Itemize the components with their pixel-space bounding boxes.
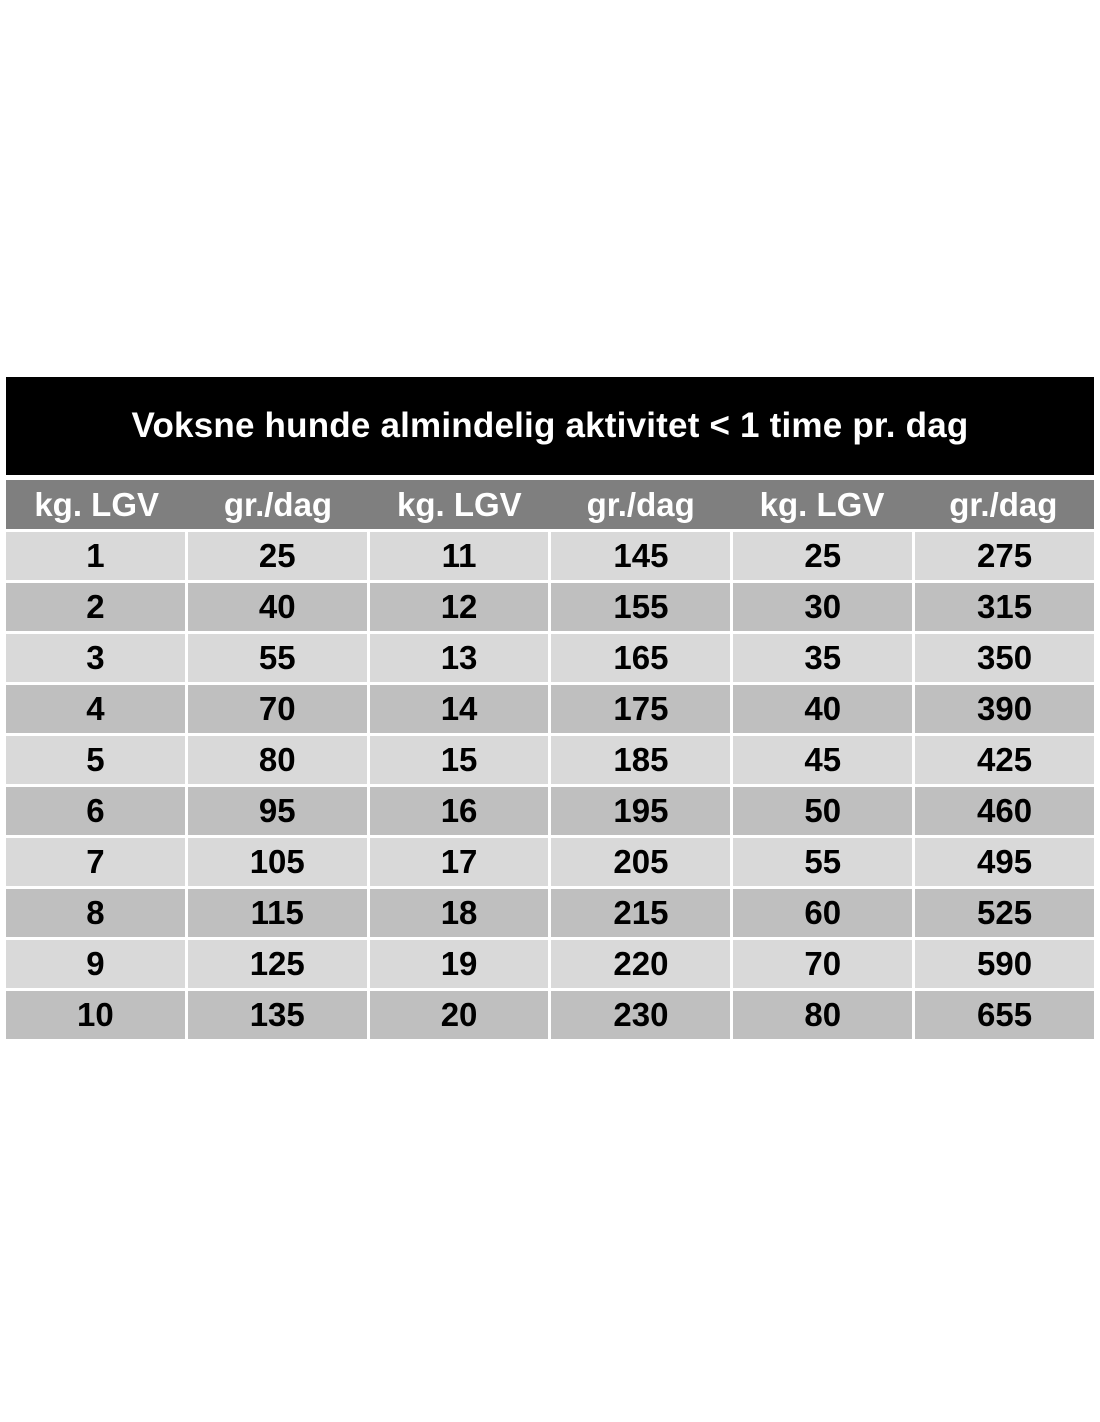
grams-cell: 25 — [188, 532, 367, 580]
weight-cell: 19 — [370, 940, 549, 988]
header-grams-col-3: gr./dag — [949, 485, 1058, 523]
weight-cell: 8 — [6, 889, 185, 937]
grams-cell: 105 — [188, 838, 367, 886]
grams-cell: 315 — [915, 583, 1094, 631]
weight-cell: 16 — [370, 787, 549, 835]
weight-cell: 45 — [733, 736, 912, 784]
weight-cell: 6 — [6, 787, 185, 835]
grams-cell: 165 — [551, 634, 730, 682]
weight-cell: 30 — [733, 583, 912, 631]
table-row — [6, 889, 1094, 937]
weight-cell: 2 — [6, 583, 185, 631]
weight-cell: 18 — [370, 889, 549, 937]
weight-cell: 15 — [370, 736, 549, 784]
table-body — [6, 529, 1094, 1039]
weight-cell: 5 — [6, 736, 185, 784]
header-grams-col-1: gr./dag — [223, 485, 333, 523]
weight-cell: 20 — [370, 991, 549, 1039]
grams-cell: 215 — [551, 889, 730, 937]
grams-cell: 425 — [915, 736, 1094, 784]
grams-cell: 80 — [188, 736, 367, 784]
weight-cell: 60 — [733, 889, 912, 937]
weight-cell: 17 — [370, 838, 549, 886]
table-row — [6, 685, 1094, 733]
weight-cell: 1 — [6, 532, 185, 580]
grams-cell: 195 — [551, 787, 730, 835]
weight-cell: 35 — [733, 634, 912, 682]
grams-cell: 220 — [551, 940, 730, 988]
grams-cell: 590 — [915, 940, 1094, 988]
grams-cell: 205 — [551, 838, 730, 886]
weight-cell: 14 — [370, 685, 549, 733]
weight-cell: 11 — [370, 532, 549, 580]
table-title: Voksne hunde almindelig aktivitet < 1 time pr. dag — [6, 377, 1094, 475]
table-row — [6, 532, 1094, 580]
table-row — [6, 787, 1094, 835]
grams-cell: 135 — [188, 991, 367, 1039]
grams-cell: 525 — [915, 889, 1094, 937]
header-weight-col-2: kg. LGV — [396, 485, 522, 523]
grams-cell: 460 — [915, 787, 1094, 835]
grams-cell: 175 — [551, 685, 730, 733]
table-row — [6, 991, 1094, 1039]
weight-cell: 70 — [733, 940, 912, 988]
weight-cell: 12 — [370, 583, 549, 631]
grams-cell: 40 — [188, 583, 367, 631]
weight-cell: 80 — [733, 991, 912, 1039]
weight-cell: 55 — [733, 838, 912, 886]
grams-cell: 55 — [188, 634, 367, 682]
weight-cell: 50 — [733, 787, 912, 835]
table-header-row — [6, 480, 1094, 529]
weight-cell: 25 — [733, 532, 912, 580]
table-row — [6, 736, 1094, 784]
weight-cell: 3 — [6, 634, 185, 682]
grams-cell: 495 — [915, 838, 1094, 886]
grams-cell: 185 — [551, 736, 730, 784]
weight-cell: 13 — [370, 634, 549, 682]
table-row — [6, 838, 1094, 886]
weight-cell: 40 — [733, 685, 912, 733]
table-row — [6, 583, 1094, 631]
weight-cell: 7 — [6, 838, 185, 886]
grams-cell: 155 — [551, 583, 730, 631]
header-weight-col-3: kg. LGV — [759, 485, 885, 523]
grams-cell: 275 — [915, 532, 1094, 580]
weight-cell: 9 — [6, 940, 185, 988]
header-weight-col-1: kg. LGV — [34, 485, 159, 523]
grams-cell: 125 — [188, 940, 367, 988]
grams-cell: 145 — [551, 532, 730, 580]
feeding-table — [6, 377, 1094, 1039]
grams-cell: 655 — [915, 991, 1094, 1039]
grams-cell: 390 — [915, 685, 1094, 733]
table-row — [6, 634, 1094, 682]
header-grams-col-2: gr./dag — [586, 485, 695, 523]
grams-cell: 95 — [188, 787, 367, 835]
weight-cell: 10 — [6, 991, 185, 1039]
grams-cell: 350 — [915, 634, 1094, 682]
weight-cell: 4 — [6, 685, 185, 733]
grams-cell: 70 — [188, 685, 367, 733]
table-row — [6, 940, 1094, 988]
grams-cell: 230 — [551, 991, 730, 1039]
grams-cell: 115 — [188, 889, 367, 937]
